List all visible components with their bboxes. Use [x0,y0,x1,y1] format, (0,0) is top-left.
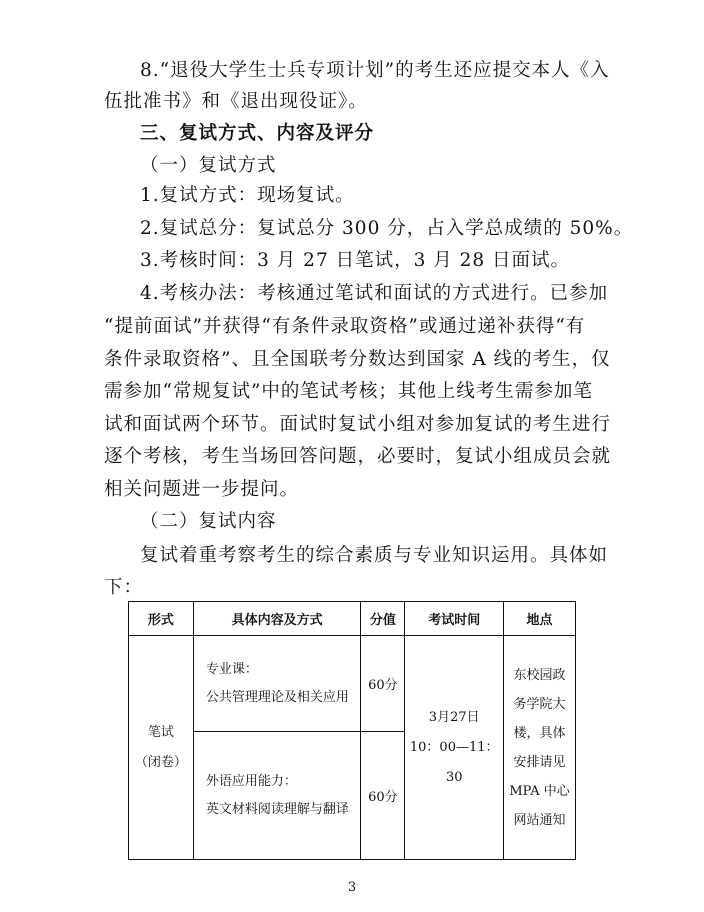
score-cell: 60分 [361,636,405,732]
header-content: 具体内容及方式 [193,602,361,636]
subject-title: 外语应用能力： [205,773,297,789]
item-4-line-3: 条件录取资格”、且全国联考分数达到国家 A 线的考生，仅 [104,349,611,370]
item-3: 3.考核时间：3 月 27 日笔试，3 月 28 日面试。 [140,250,571,271]
item-4-line-4: 需参加“常规复试”中的笔试考核；其他上线考生需参加笔 [104,381,593,402]
place-line: 东校园政 [513,667,566,683]
line-p1a: 8.“退役大学生士兵专项计划”的考生还应提交本人《入 [140,60,610,81]
subject-detail: 英文材料阅读理解与翻译 [205,801,349,817]
place-line: 网站通知 [513,812,566,828]
section-heading-3: 三、复试方式、内容及评分 [140,123,375,144]
subject-title: 专业课： [205,661,258,677]
time-line-1: 3月27日 [428,709,480,725]
subheading-1: （一）复试方式 [140,155,277,176]
item-4-line-7: 相关问题进一步提问。 [104,479,300,500]
subject-detail: 公共管理理论及相关应用 [205,689,349,705]
content-line-1: 复试着重考察考生的综合素质与专业知识运用。具体如 [140,545,609,566]
item-4-line-1: 4.考核办法：考核通过笔试和面试的方式进行。已参加 [140,283,609,304]
item-4-line-5: 试和面试两个环节。面试时复试小组对参加复试的考生进行 [104,414,612,435]
time-line-2: 10：00—11：30 [409,739,499,785]
header-place: 地点 [504,602,576,636]
page-number: 3 [347,880,357,895]
table-row [129,636,576,732]
form-line-2: （闭卷） [134,754,187,770]
place-line: MPA 中心 [509,783,570,799]
item-4-line-2: “提前面试”并获得“有条件录取资格”或通过递补获得“有 [104,316,586,337]
place-line: 务学院大 [513,696,566,712]
form-line-1: 笔试 [147,724,174,740]
header-score: 分值 [361,602,405,636]
subject-cell [193,732,361,860]
place-cell [504,636,576,860]
header-form: 形式 [129,602,194,636]
form-cell [129,636,194,860]
subheading-2: （二）复试内容 [140,511,277,532]
header-time: 考试时间 [405,602,504,636]
score-cell: 60分 [361,732,405,860]
item-1: 1.复试方式：现场复试。 [140,185,355,206]
exam-table [128,601,576,860]
time-cell [405,636,504,860]
table-header-row [129,602,576,636]
content-line-2: 下： [104,577,144,598]
item-2: 2.复试总分：复试总分 300 分，占入学总成绩的 50%。 [140,218,634,239]
subject-cell [193,636,361,732]
place-line: 安排请见 [513,754,566,770]
item-4-line-6: 逐个考核，考生当场回答问题，必要时，复试小组成员会就 [104,446,612,467]
line-p1b: 伍批准书》和《退出现役证》。 [104,91,368,112]
place-line: 楼，具体 [513,725,566,741]
